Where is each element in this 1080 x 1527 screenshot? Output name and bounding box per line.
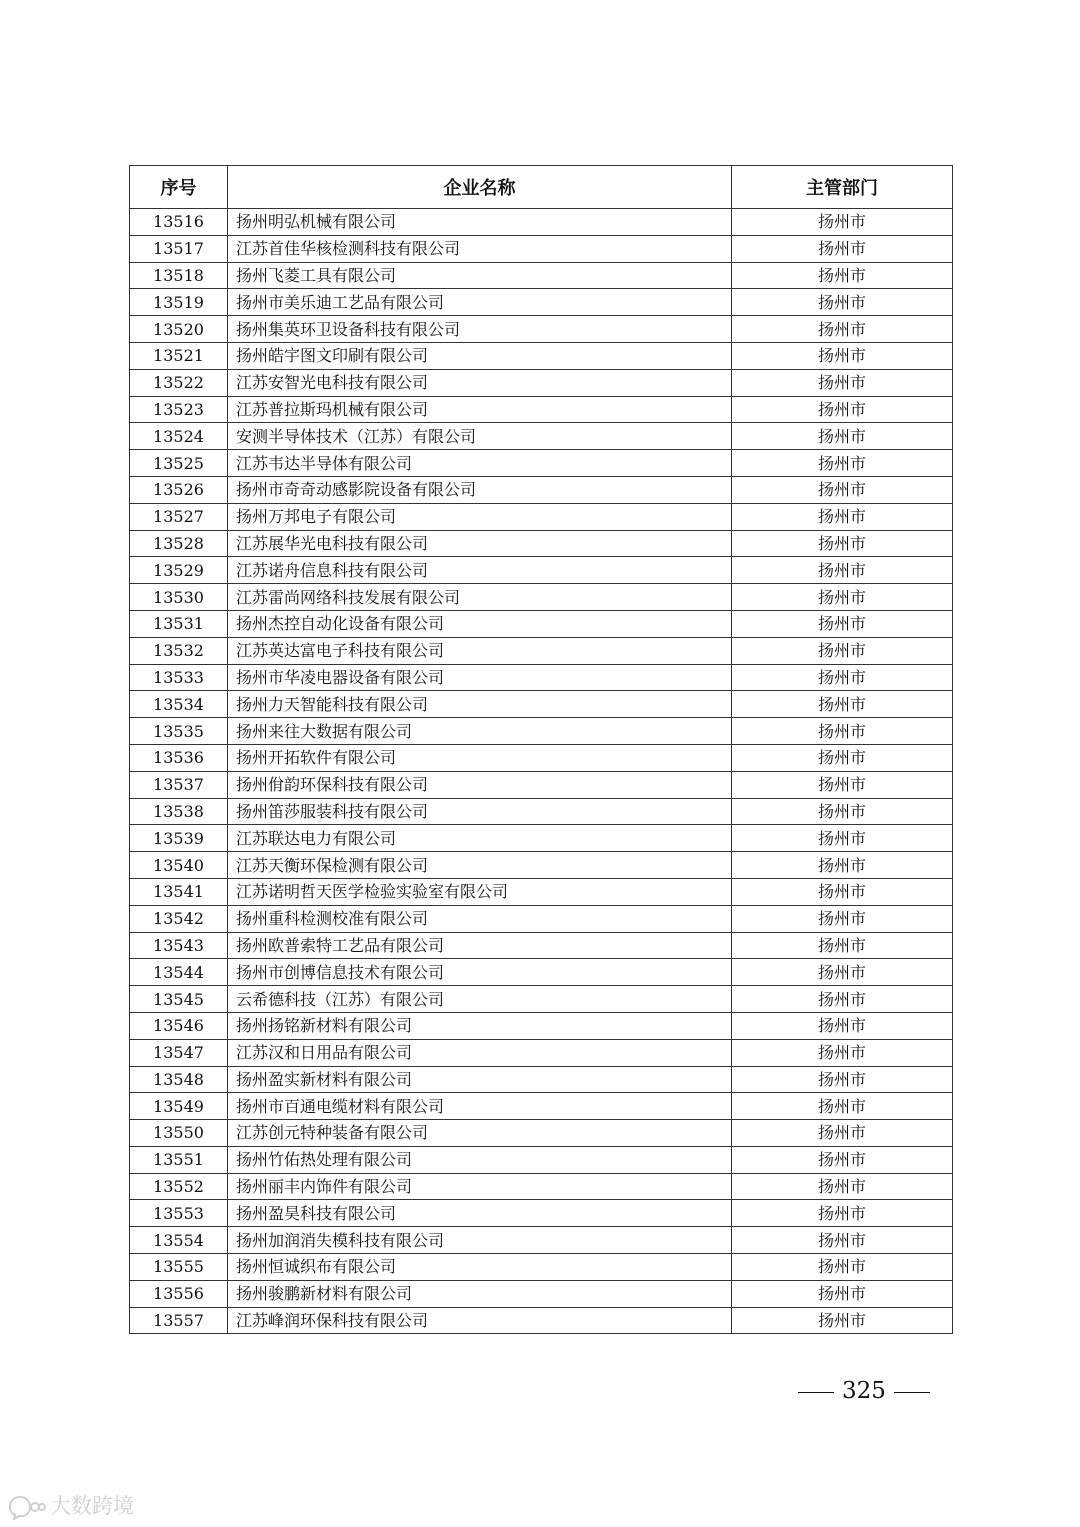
row-serial-no: 13556 bbox=[130, 1280, 228, 1307]
row-serial-no: 13534 bbox=[130, 691, 228, 718]
row-department: 扬州市 bbox=[732, 1066, 953, 1093]
row-serial-no: 13539 bbox=[130, 825, 228, 852]
row-serial-no: 13520 bbox=[130, 316, 228, 343]
row-serial-no: 13555 bbox=[130, 1254, 228, 1281]
row-department: 扬州市 bbox=[732, 316, 953, 343]
row-department: 扬州市 bbox=[732, 1146, 953, 1173]
row-serial-no: 13531 bbox=[130, 610, 228, 637]
enterprise-table bbox=[129, 165, 953, 1334]
table-row bbox=[130, 905, 953, 932]
row-company-name: 扬州市创博信息技术有限公司 bbox=[228, 959, 732, 986]
row-company-name: 扬州市奇奇动感影院设备有限公司 bbox=[228, 476, 732, 503]
table-row bbox=[130, 1039, 953, 1066]
row-serial-no: 13516 bbox=[130, 209, 228, 236]
table-row bbox=[130, 584, 953, 611]
row-department: 扬州市 bbox=[732, 1227, 953, 1254]
page-number-value: 325 bbox=[842, 1378, 886, 1404]
row-serial-no: 13525 bbox=[130, 450, 228, 477]
table-row bbox=[130, 450, 953, 477]
row-department: 扬州市 bbox=[732, 1307, 953, 1334]
table-row bbox=[130, 878, 953, 905]
row-department: 扬州市 bbox=[732, 959, 953, 986]
row-serial-no: 13518 bbox=[130, 262, 228, 289]
row-serial-no: 13519 bbox=[130, 289, 228, 316]
row-department: 扬州市 bbox=[732, 691, 953, 718]
row-company-name: 扬州盈实新材料有限公司 bbox=[228, 1066, 732, 1093]
row-department: 扬州市 bbox=[732, 1120, 953, 1147]
table-row bbox=[130, 744, 953, 771]
watermark-text: 大数跨境 bbox=[50, 1494, 134, 1518]
table-row bbox=[130, 1307, 953, 1334]
table-row bbox=[130, 664, 953, 691]
row-serial-no: 13552 bbox=[130, 1173, 228, 1200]
row-company-name: 扬州竹佑热处理有限公司 bbox=[228, 1146, 732, 1173]
row-company-name: 江苏诺明哲天医学检验实验室有限公司 bbox=[228, 878, 732, 905]
watermark bbox=[8, 1490, 134, 1522]
row-company-name: 扬州集英环卫设备科技有限公司 bbox=[228, 316, 732, 343]
row-company-name: 扬州皓宇图文印刷有限公司 bbox=[228, 342, 732, 369]
row-department: 扬州市 bbox=[732, 1039, 953, 1066]
table-row bbox=[130, 369, 953, 396]
row-serial-no: 13557 bbox=[130, 1307, 228, 1334]
table-row bbox=[130, 1012, 953, 1039]
row-department: 扬州市 bbox=[732, 1200, 953, 1227]
row-company-name: 江苏联达电力有限公司 bbox=[228, 825, 732, 852]
table-row bbox=[130, 1066, 953, 1093]
row-company-name: 扬州市百通电缆材料有限公司 bbox=[228, 1093, 732, 1120]
header-serial-no: 序号 bbox=[130, 166, 228, 209]
row-company-name: 江苏安智光电科技有限公司 bbox=[228, 369, 732, 396]
header-department: 主管部门 bbox=[732, 166, 953, 209]
table-row bbox=[130, 718, 953, 745]
table-row bbox=[130, 235, 953, 262]
row-department: 扬州市 bbox=[732, 878, 953, 905]
row-serial-no: 13523 bbox=[130, 396, 228, 423]
row-department: 扬州市 bbox=[732, 637, 953, 664]
table-row bbox=[130, 1227, 953, 1254]
row-department: 扬州市 bbox=[732, 369, 953, 396]
row-department: 扬州市 bbox=[732, 905, 953, 932]
row-company-name: 江苏韦达半导体有限公司 bbox=[228, 450, 732, 477]
row-serial-no: 13530 bbox=[130, 584, 228, 611]
row-department: 扬州市 bbox=[732, 825, 953, 852]
table-row bbox=[130, 986, 953, 1013]
row-department: 扬州市 bbox=[732, 450, 953, 477]
row-serial-no: 13527 bbox=[130, 503, 228, 530]
row-department: 扬州市 bbox=[732, 530, 953, 557]
page-number-right-dash bbox=[894, 1392, 930, 1393]
row-company-name: 扬州笛莎服装科技有限公司 bbox=[228, 798, 732, 825]
row-department: 扬州市 bbox=[732, 798, 953, 825]
row-serial-no: 13528 bbox=[130, 530, 228, 557]
row-department: 扬州市 bbox=[732, 262, 953, 289]
row-department: 扬州市 bbox=[732, 771, 953, 798]
table-row bbox=[130, 932, 953, 959]
row-department: 扬州市 bbox=[732, 664, 953, 691]
row-company-name: 江苏雷尚网络科技发展有限公司 bbox=[228, 584, 732, 611]
row-serial-no: 13529 bbox=[130, 557, 228, 584]
row-company-name: 扬州明弘机械有限公司 bbox=[228, 209, 732, 236]
row-serial-no: 13547 bbox=[130, 1039, 228, 1066]
row-department: 扬州市 bbox=[732, 476, 953, 503]
row-department: 扬州市 bbox=[732, 209, 953, 236]
row-serial-no: 13548 bbox=[130, 1066, 228, 1093]
row-serial-no: 13543 bbox=[130, 932, 228, 959]
row-company-name: 扬州扬铭新材料有限公司 bbox=[228, 1012, 732, 1039]
table-row bbox=[130, 503, 953, 530]
table-row bbox=[130, 423, 953, 450]
row-company-name: 江苏英达富电子科技有限公司 bbox=[228, 637, 732, 664]
row-department: 扬州市 bbox=[732, 1254, 953, 1281]
row-company-name: 扬州飞菱工具有限公司 bbox=[228, 262, 732, 289]
table-row bbox=[130, 798, 953, 825]
row-serial-no: 13537 bbox=[130, 771, 228, 798]
table-row bbox=[130, 289, 953, 316]
row-department: 扬州市 bbox=[732, 1012, 953, 1039]
table-row bbox=[130, 637, 953, 664]
row-department: 扬州市 bbox=[732, 557, 953, 584]
row-serial-no: 13550 bbox=[130, 1120, 228, 1147]
table-row bbox=[130, 1200, 953, 1227]
row-department: 扬州市 bbox=[732, 1280, 953, 1307]
row-company-name: 江苏展华光电科技有限公司 bbox=[228, 530, 732, 557]
row-serial-no: 13522 bbox=[130, 369, 228, 396]
row-serial-no: 13532 bbox=[130, 637, 228, 664]
row-department: 扬州市 bbox=[732, 423, 953, 450]
table-row bbox=[130, 691, 953, 718]
row-company-name: 扬州来往大数据有限公司 bbox=[228, 718, 732, 745]
row-serial-no: 13517 bbox=[130, 235, 228, 262]
row-department: 扬州市 bbox=[732, 1173, 953, 1200]
row-company-name: 扬州加润消失模科技有限公司 bbox=[228, 1227, 732, 1254]
row-company-name: 扬州恒诚织布有限公司 bbox=[228, 1254, 732, 1281]
row-serial-no: 13549 bbox=[130, 1093, 228, 1120]
page-number-left-dash bbox=[798, 1392, 834, 1393]
row-company-name: 江苏天衡环保检测有限公司 bbox=[228, 852, 732, 879]
row-department: 扬州市 bbox=[732, 584, 953, 611]
row-serial-no: 13533 bbox=[130, 664, 228, 691]
row-serial-no: 13542 bbox=[130, 905, 228, 932]
row-company-name: 扬州骏鹏新材料有限公司 bbox=[228, 1280, 732, 1307]
row-department: 扬州市 bbox=[732, 932, 953, 959]
table-row bbox=[130, 610, 953, 637]
table-row bbox=[130, 771, 953, 798]
table-row bbox=[130, 557, 953, 584]
row-serial-no: 13553 bbox=[130, 1200, 228, 1227]
row-department: 扬州市 bbox=[732, 852, 953, 879]
table-row bbox=[130, 1173, 953, 1200]
row-serial-no: 13554 bbox=[130, 1227, 228, 1254]
row-department: 扬州市 bbox=[732, 396, 953, 423]
row-serial-no: 13524 bbox=[130, 423, 228, 450]
row-company-name: 江苏普拉斯玛机械有限公司 bbox=[228, 396, 732, 423]
row-company-name: 扬州开拓软件有限公司 bbox=[228, 744, 732, 771]
row-company-name: 安测半导体技术（江苏）有限公司 bbox=[228, 423, 732, 450]
row-department: 扬州市 bbox=[732, 744, 953, 771]
row-company-name: 扬州市美乐迪工艺品有限公司 bbox=[228, 289, 732, 316]
table-row bbox=[130, 342, 953, 369]
table-row bbox=[130, 959, 953, 986]
row-company-name: 江苏首佳华核检测科技有限公司 bbox=[228, 235, 732, 262]
row-company-name: 扬州万邦电子有限公司 bbox=[228, 503, 732, 530]
table-row bbox=[130, 262, 953, 289]
row-company-name: 扬州佾韵环保科技有限公司 bbox=[228, 771, 732, 798]
table-row bbox=[130, 825, 953, 852]
page-number bbox=[790, 1374, 930, 1408]
table-row bbox=[130, 396, 953, 423]
table-row bbox=[130, 1093, 953, 1120]
table-row bbox=[130, 476, 953, 503]
row-company-name: 扬州重科检测校准有限公司 bbox=[228, 905, 732, 932]
row-department: 扬州市 bbox=[732, 610, 953, 637]
row-company-name: 扬州欧普索特工艺品有限公司 bbox=[228, 932, 732, 959]
table-row bbox=[130, 209, 953, 236]
row-serial-no: 13526 bbox=[130, 476, 228, 503]
row-serial-no: 13540 bbox=[130, 852, 228, 879]
row-company-name: 扬州杰控自动化设备有限公司 bbox=[228, 610, 732, 637]
row-serial-no: 13535 bbox=[130, 718, 228, 745]
table-header-row bbox=[130, 166, 953, 209]
table-row bbox=[130, 1280, 953, 1307]
row-serial-no: 13551 bbox=[130, 1146, 228, 1173]
row-serial-no: 13544 bbox=[130, 959, 228, 986]
row-serial-no: 13521 bbox=[130, 342, 228, 369]
row-company-name: 江苏峰润环保科技有限公司 bbox=[228, 1307, 732, 1334]
header-company-name: 企业名称 bbox=[228, 166, 732, 209]
table-row bbox=[130, 852, 953, 879]
row-department: 扬州市 bbox=[732, 1093, 953, 1120]
table-row bbox=[130, 1146, 953, 1173]
table-row bbox=[130, 316, 953, 343]
table-row bbox=[130, 530, 953, 557]
row-company-name: 扬州丽丰内饰件有限公司 bbox=[228, 1173, 732, 1200]
row-department: 扬州市 bbox=[732, 986, 953, 1013]
chat-bubble-logo-icon bbox=[8, 1494, 46, 1520]
row-serial-no: 13546 bbox=[130, 1012, 228, 1039]
row-company-name: 扬州盈昊科技有限公司 bbox=[228, 1200, 732, 1227]
row-department: 扬州市 bbox=[732, 342, 953, 369]
row-company-name: 江苏汉和日用品有限公司 bbox=[228, 1039, 732, 1066]
row-company-name: 扬州力天智能科技有限公司 bbox=[228, 691, 732, 718]
row-serial-no: 13545 bbox=[130, 986, 228, 1013]
row-company-name: 江苏创元特种装备有限公司 bbox=[228, 1120, 732, 1147]
row-department: 扬州市 bbox=[732, 718, 953, 745]
table-row bbox=[130, 1254, 953, 1281]
row-company-name: 云希德科技（江苏）有限公司 bbox=[228, 986, 732, 1013]
row-department: 扬州市 bbox=[732, 235, 953, 262]
table-row bbox=[130, 1120, 953, 1147]
row-serial-no: 13541 bbox=[130, 878, 228, 905]
row-company-name: 扬州市华凌电器设备有限公司 bbox=[228, 664, 732, 691]
row-department: 扬州市 bbox=[732, 503, 953, 530]
row-serial-no: 13536 bbox=[130, 744, 228, 771]
row-serial-no: 13538 bbox=[130, 798, 228, 825]
row-department: 扬州市 bbox=[732, 289, 953, 316]
row-company-name: 江苏诺舟信息科技有限公司 bbox=[228, 557, 732, 584]
